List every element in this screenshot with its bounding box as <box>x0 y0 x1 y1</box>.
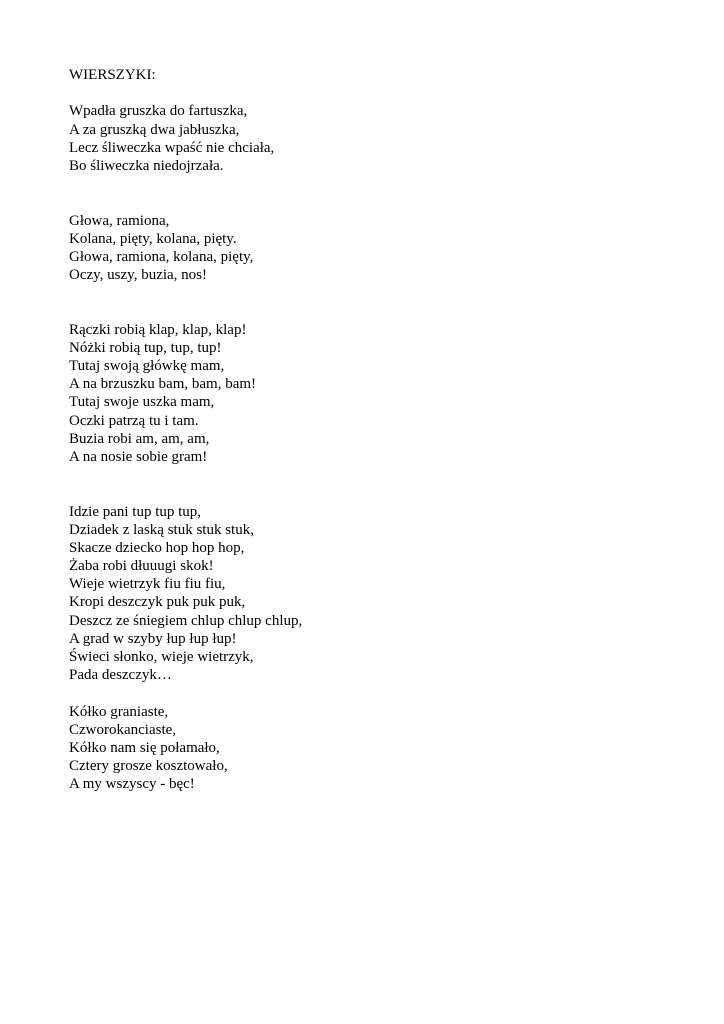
poem-line: Tutaj swoją główkę mam, <box>69 358 225 375</box>
poem-line: A grad w szyby łup łup łup! <box>69 630 237 647</box>
spacer <box>69 84 669 102</box>
poem-line: Bo śliweczka niedojrzała. <box>69 157 224 174</box>
poem-line: Kropi deszczyk puk puk puk, <box>69 594 246 611</box>
poem-line: Wpadła gruszka do fartuszka, <box>69 103 248 120</box>
poem-line: Deszcz ze śniegiem chlup chlup chlup, <box>69 612 303 629</box>
poem-line: Głowa, ramiona, <box>69 212 170 229</box>
poem-1 <box>69 102 669 175</box>
poem-line: A na brzuszku bam, bam, bam! <box>69 376 257 393</box>
spacer <box>69 284 669 320</box>
document-title: WIERSZYKI: <box>69 67 156 83</box>
poem-line: A na nosie sobie gram! <box>69 448 208 465</box>
poem-line: A za gruszką dwa jabłuszka, <box>69 121 240 138</box>
poem-line: Nóżki robią tup, tup, tup! <box>69 339 222 356</box>
poem-line: Skacze dziecko hop hop hop, <box>69 539 245 556</box>
poem-3 <box>69 321 669 467</box>
document-body <box>69 66 669 794</box>
poem-line: Kółko graniaste, <box>69 703 169 720</box>
poem-line: Dziadek z laską stuk stuk stuk, <box>69 521 254 538</box>
poem-line: Kolana, pięty, kolana, pięty. <box>69 230 237 247</box>
poem-line: Oczki patrzą tu i tam. <box>69 412 199 429</box>
poem-line: Świeci słonko, wieje wietrzyk, <box>69 649 254 666</box>
poem-line: Pada deszczyk… <box>69 667 172 684</box>
spacer <box>69 175 669 211</box>
poem-line: Wieje wietrzyk fiu fiu fiu, <box>69 576 226 593</box>
poem-line: Tutaj swoje uszka mam, <box>69 394 215 411</box>
poem-line: Głowa, ramiona, kolana, pięty, <box>69 248 254 265</box>
poem-line: Żaba robi dłuuugi skok! <box>69 558 214 575</box>
poem-5 <box>69 703 669 794</box>
spacer <box>69 684 669 702</box>
poem-line: Buzia robi am, am, am, <box>69 430 210 447</box>
poem-line: A my wszyscy - bęc! <box>69 776 195 793</box>
poem-line: Cztery grosze kosztowało, <box>69 758 228 775</box>
poem-line: Lecz śliweczka wpaść nie chciała, <box>69 139 275 156</box>
poem-4 <box>69 503 669 685</box>
poem-line: Oczy, uszy, buzia, nos! <box>69 267 208 284</box>
spacer <box>69 466 669 502</box>
poem-line: Rączki robią klap, klap, klap! <box>69 321 247 338</box>
poem-line: Idzie pani tup tup tup, <box>69 503 202 520</box>
poem-line: Czworokanciaste, <box>69 721 177 738</box>
poem-line: Kółko nam się połamało, <box>69 739 220 756</box>
poem-2 <box>69 212 669 285</box>
